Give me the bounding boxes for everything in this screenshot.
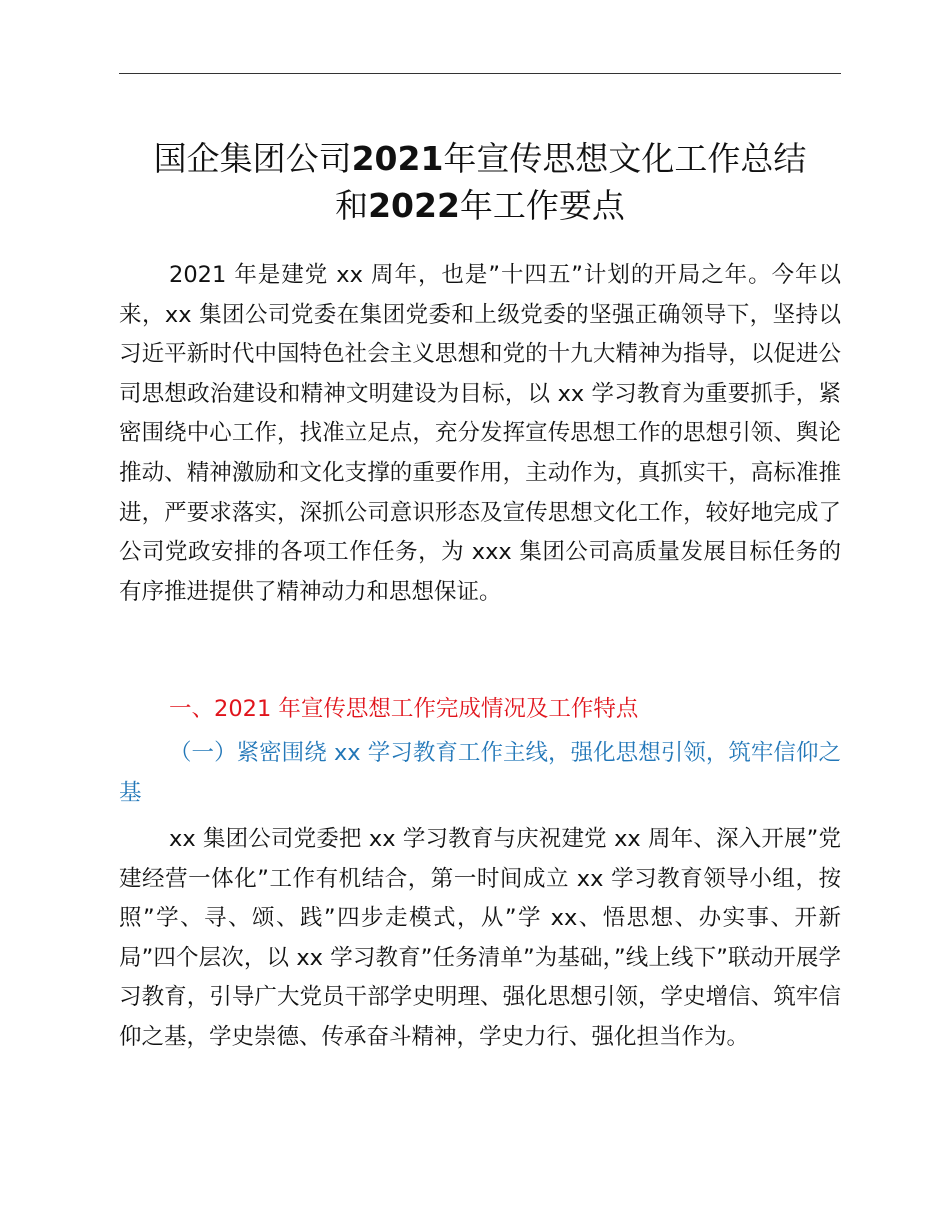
intro-paragraph: 2021 年是建党 xx 周年，也是”十四五”计划的开局之年。今年以来，xx 集团公司党委在集团党委和上级党委的坚强正确领导下，坚持以习近平新时代中国特色社会主义思想和党的十九大精神为指导，以促进公司思想政治建设和精神文明建设为目标，以 xx 学习教育为重要抓手，紧密围绕中心工作，找准立足点，充分发挥宣传思想工作的思想引领、舆论推动、精神激励和文化支撑的重要作用，主动作为，真抓实干，高标准推进，严要求落实，深抓公司意识形态及宣传思想文化工作，较好地完成了公司党政安排的各项工作任务，为 xxx 集团公司高质量发展目标任务的有序推进提供了精神动力和思想保证。 bbox=[119, 262, 841, 605]
title-line2-prefix: 和 bbox=[335, 186, 369, 225]
title-line-1 bbox=[154, 139, 807, 178]
title-line2-year: 2022 bbox=[368, 186, 460, 225]
document-title bbox=[95, 135, 865, 229]
section-heading: 一、2021 年宣传思想工作完成情况及工作特点 bbox=[169, 696, 639, 722]
subsection-paragraph: xx 集团公司党委把 xx 学习教育与庆祝建党 xx 周年、深入开展”党建经营一体化”工作有机结合，第一时间成立 xx 学习教育领导小组，按照”学、寻、颂、践”四步走模式，从”学 xx、悟思想、办实事、开新局”四个层次，以 xx 学习教育”任务清单”为基础，”线上线下”联动开展学习教育，引导广大党员干部学史明理、强化思想引领，学史增信、筑牢信仰之基，学史崇德、传承奋斗精神，学史力行、强化担当作为。 bbox=[119, 826, 841, 1050]
header-rule bbox=[119, 73, 841, 74]
title-line1-prefix: 国企集团公司 bbox=[153, 139, 352, 178]
subsection-heading: （一）紧密围绕 xx 学习教育工作主线，强化思想引领，筑牢信仰之基 bbox=[119, 740, 841, 806]
title-line2-suffix: 年工作要点 bbox=[459, 186, 625, 225]
title-line-2 bbox=[335, 186, 625, 225]
title-line1-suffix: 年宣传思想文化工作总结 bbox=[443, 139, 807, 178]
title-line1-year: 2021 bbox=[351, 139, 444, 178]
